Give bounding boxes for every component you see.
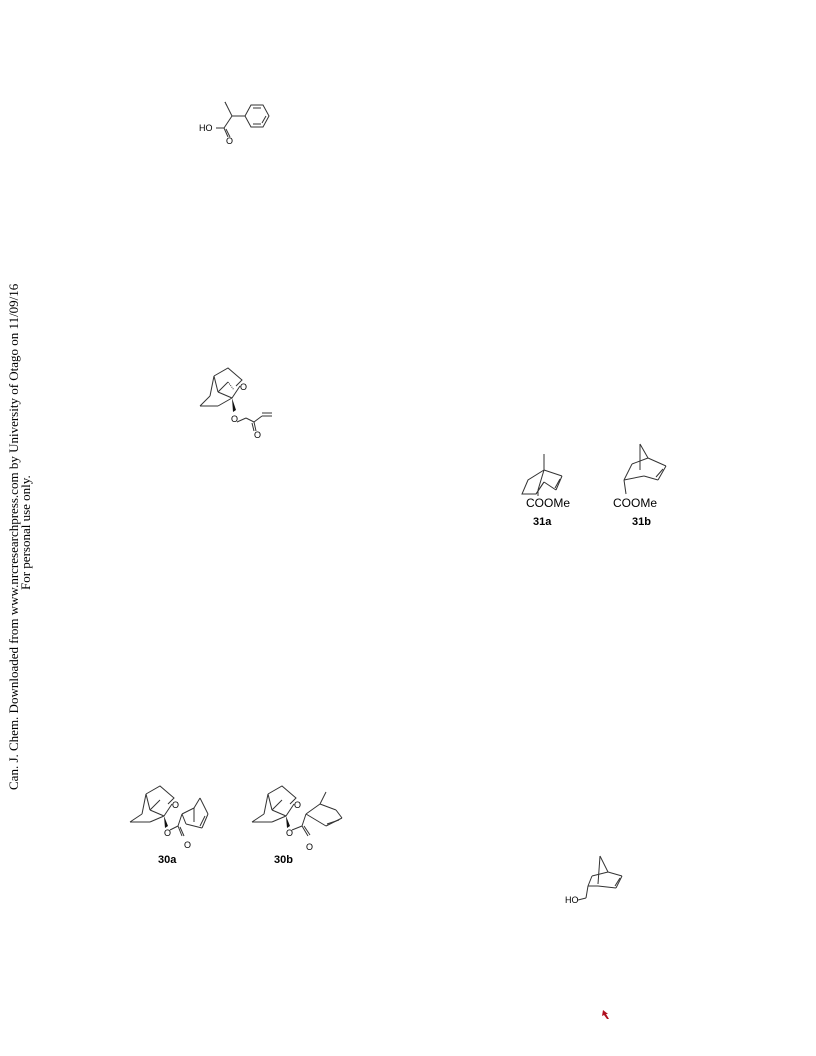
- acrylate-ring-o: O: [240, 382, 248, 392]
- 30a-ring-o: O: [172, 800, 180, 810]
- compound-label-30b: 30b: [274, 854, 293, 866]
- 30a-ester-o: O: [164, 828, 172, 838]
- 30b-ring-o: O: [294, 800, 302, 810]
- download-notice: [0, 0, 40, 1056]
- compound-label-31a: 31a: [533, 516, 552, 528]
- alcohol-ho-label: HO: [565, 895, 579, 905]
- structure-tricyclic-acrylate: [192, 362, 282, 442]
- structure-31a: [514, 450, 586, 514]
- acid-ho-label: HO: [199, 123, 213, 133]
- structure-bicyclic-alcohol: [562, 854, 632, 910]
- structure-30a: [124, 780, 220, 856]
- 31b-group-label: COOMe: [613, 496, 658, 510]
- structure-31b: [610, 440, 682, 514]
- acrylate-ester-o: O: [231, 414, 239, 424]
- download-notice-line1: Can. J. Chem. Downloaded from www.nrcresearchpress.com by University of Otago on 11/09/16: [6, 283, 21, 790]
- acid-o-label: O: [226, 136, 234, 146]
- 30b-ester-o: O: [286, 828, 294, 838]
- compound-label-30a: 30a: [158, 854, 177, 866]
- structure-30b: [246, 780, 350, 856]
- structure-phenylpropanoic-acid: [190, 92, 280, 148]
- compound-label-31b: 31b: [632, 516, 651, 528]
- annotation-mark-icon: [600, 1008, 612, 1020]
- acrylate-carbonyl-o: O: [254, 430, 262, 440]
- 30a-carbonyl-o: O: [184, 840, 192, 850]
- 30b-carbonyl-o: O: [306, 842, 314, 852]
- 31a-group-label: COOMe: [526, 496, 571, 510]
- download-notice-line2: For personal use only.: [18, 475, 33, 590]
